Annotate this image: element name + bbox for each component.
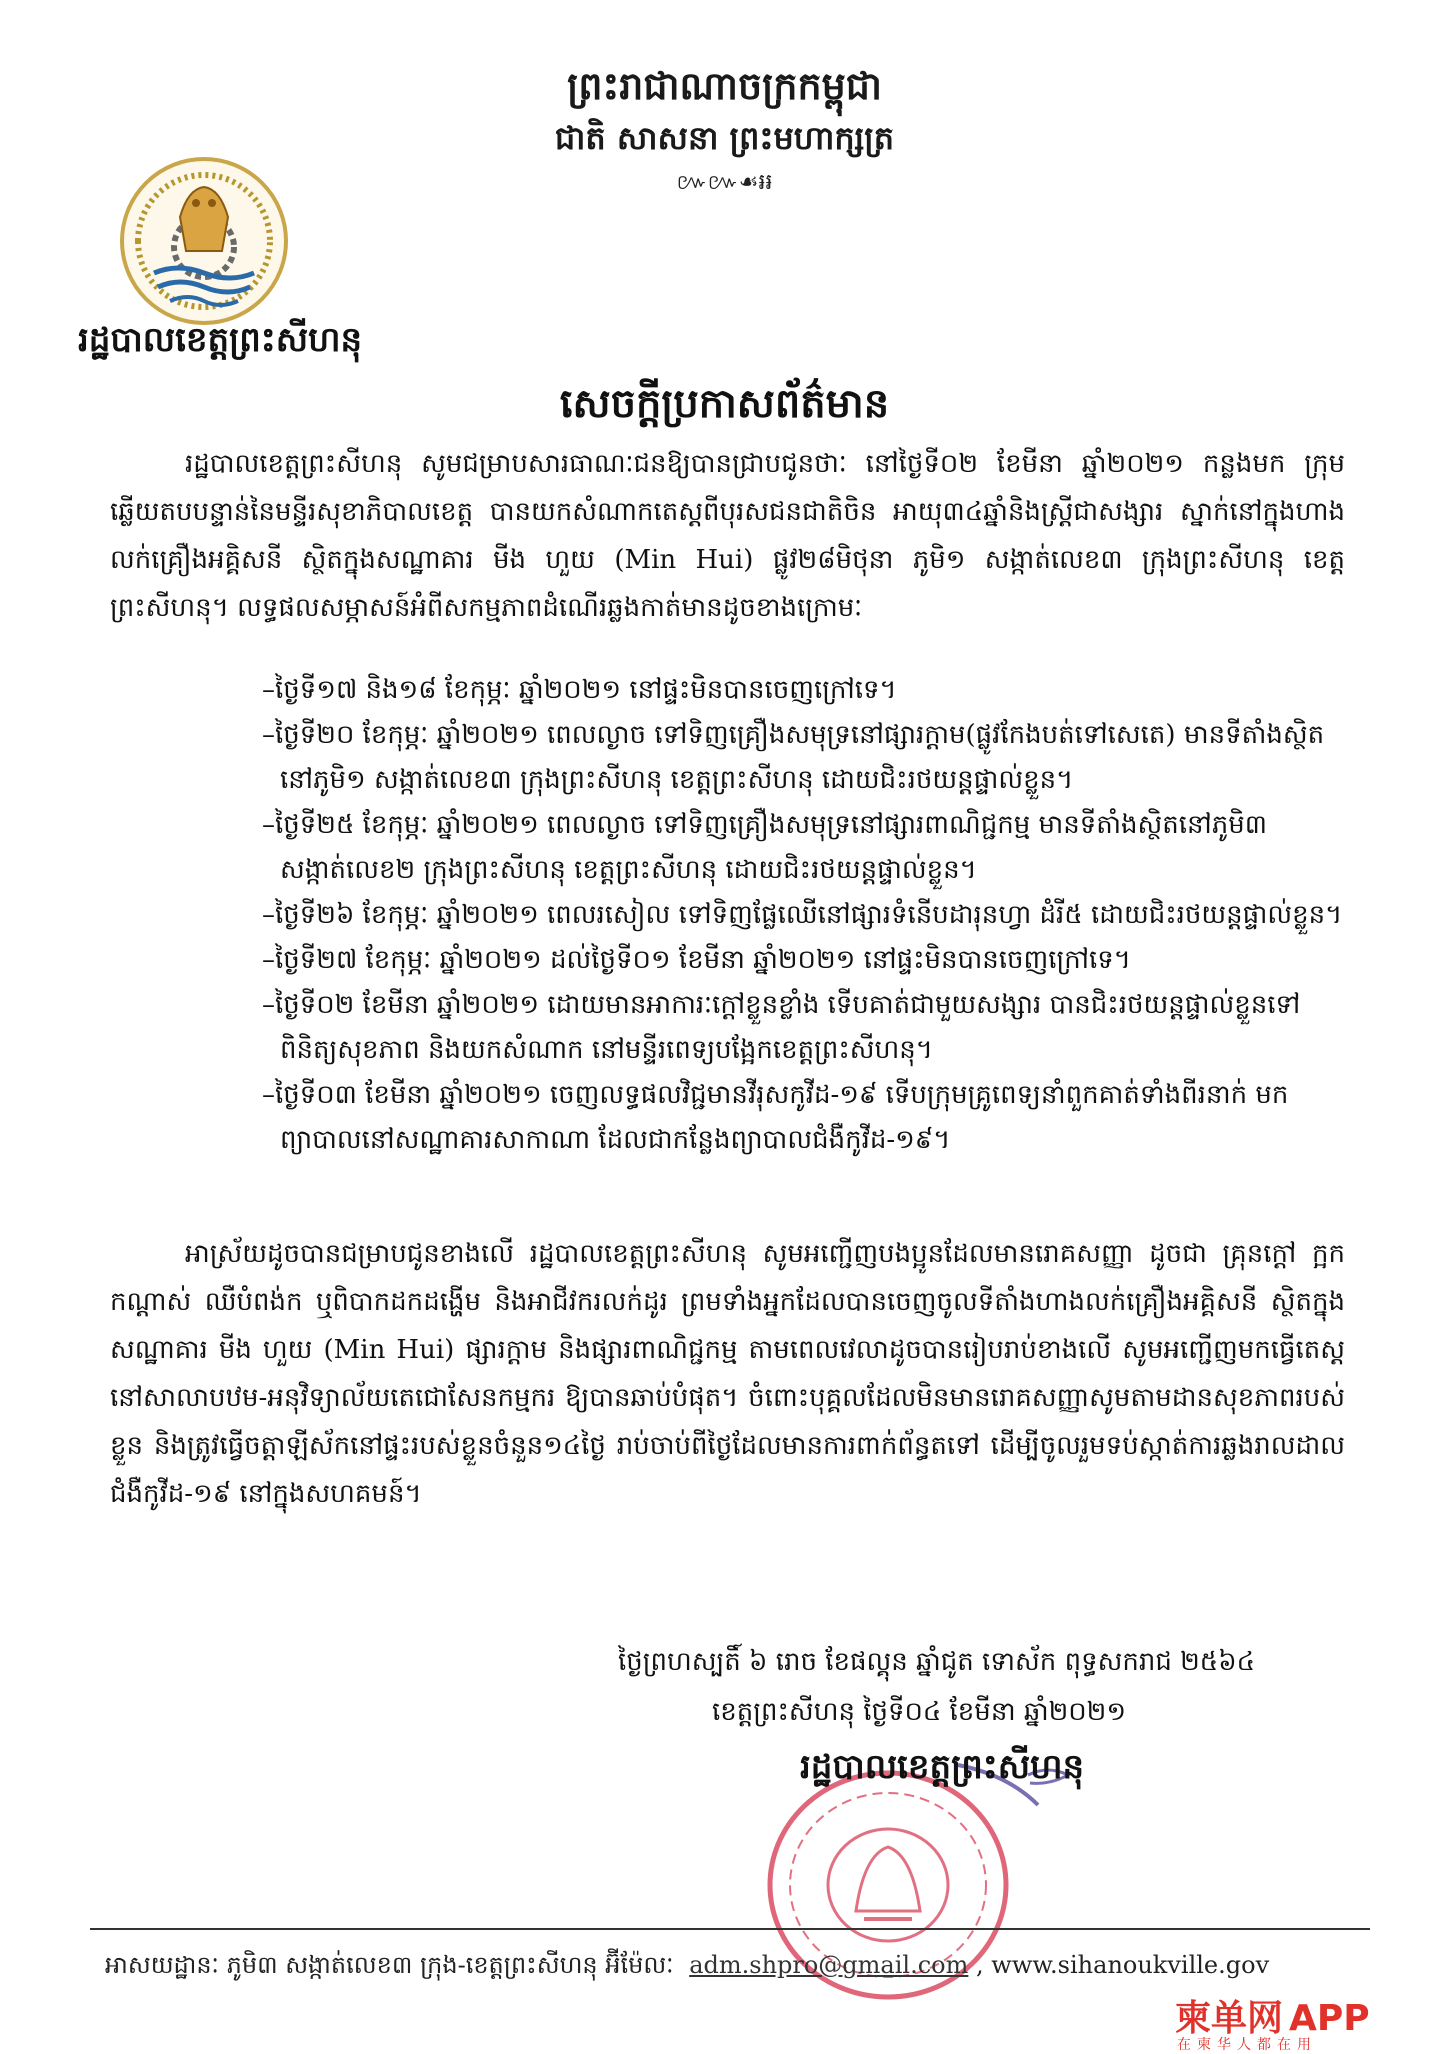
- footer-contact: [105, 1950, 1269, 1985]
- issuing-office: រដ្ឋបាលខេត្តព្រះសីហនុ: [78, 320, 363, 360]
- document-title: សេចក្តីប្រកាសព័ត៌មាន: [559, 380, 890, 427]
- list-item: –ថ្ងៃទី១៧ និង១៨ ខែកុម្ភៈ ឆ្នាំ២០២១ នៅផ្ទះមិនបានចេញក្រៅទេ។: [262, 675, 897, 705]
- header-ornament: ៚៚☙៛៛: [676, 170, 773, 195]
- list-item: –ថ្ងៃទី២០ ខែកុម្ភៈ ឆ្នាំ២០២១ ពេលល្ងាច ទៅទិញគ្រឿងសមុទ្រនៅផ្សារក្តាម(ផ្លូវកែងបត់ទៅសេតេ) មានទីតាំងស្ថិតនៅភូមិ១ សង្កាត់លេខ៣ ក្រុងព្រះសីហនុ ខេត្តព្រះសីហនុ ដោយជិះរថយន្តផ្ទាល់ខ្លួន។: [262, 720, 1325, 795]
- signatory: រដ្ឋបាលខេត្តព្រះសីហនុ: [800, 1747, 1085, 1787]
- province-emblem-logo: [118, 155, 290, 327]
- watermark-brand: 柬单网 APP: [1175, 1998, 1370, 2039]
- solar-date: ខេត្តព្រះសីហនុ ថ្ងៃទី០៤ ខែមីនា ឆ្នាំ២០២១: [712, 1697, 1127, 1727]
- advisory-paragraph: អាស្រ័យដូចបានជម្រាបជូនខាងលើ រដ្ឋបាលខេត្តព្រះសីហនុ សូមអញ្ជើញបងប្អូនដែលមានរោគសញ្ញា ដូចជា គ្រុនក្តៅ ក្អក កណ្តាស់ ឈឺបំពង់ក ឬពិបាកដកដង្ហើម និងអាជីវករលក់ដូរ ព្រមទាំងអ្នកដែលបានចេញចូលទីតាំងហាងលក់គ្រឿងអគ្គិសនី ស្ថិតក្នុងសណ្ឋាគារ មីង ហួយ (Min Hui) ផ្សារក្តាម និងផ្សារពាណិជ្ជកម្ម តាមពេលវេលាដូចបានរៀបរាប់ខាងលើ សូមអញ្ជើញមកធ្វើតេស្តនៅសាលាបឋម-អនុវិទ្យាល័យតេជោសែនកម្មករ ឱ្យបានឆាប់បំផុត។ ចំពោះបុគ្គលដែលមិនមានរោគសញ្ញាសូមតាមដានសុខភាពរបស់ខ្លួន និងត្រូវធ្វើចត្តាឡីស័កនៅផ្ទះរបស់ខ្លួនចំនួន១៤ថ្ងៃ រាប់ចាប់ពីថ្ងៃដែលមានការពាក់ព័ន្ធតទៅ ដើម្បីចូលរួមទប់ស្កាត់ការឆ្លងរាលដាលជំងឺកូវីដ-១៩ នៅក្នុងសហគមន៍។: [110, 1239, 1345, 1509]
- watermark: [1175, 1990, 1449, 2053]
- national-motto: ជាតិ សាសនា ព្រះមហាក្សត្រ: [554, 119, 895, 157]
- footer-divider: [90, 1928, 1370, 1930]
- watermark-tagline: 在柬华人都在用: [1177, 2037, 1317, 2053]
- lunar-date: ថ្ងៃព្រហស្បតិ៍ ៦ រោច ខែផល្គុន ឆ្នាំជូត ទោស័ក ពុទ្ធសករាជ ២៥៦៤: [618, 1647, 1256, 1677]
- list-item: –ថ្ងៃទី២៦ ខែកុម្ភៈ ឆ្នាំ២០២១ ពេលរសៀល ទៅទិញផ្លែឈើនៅផ្សារទំនើបដារុនហ្វា ដំរី៥ ដោយជិះរថយន្តផ្ទាល់ខ្លួន។: [262, 900, 1343, 930]
- list-item: –ថ្ងៃទី០២ ខែមីនា ឆ្នាំ២០២១ ដោយមានអាការៈក្តៅខ្លួនខ្លាំង ទើបគាត់ជាមួយសង្សារ បានជិះរថយន្តផ្ទាល់ខ្លួនទៅពិនិត្យសុខភាព និងយកសំណាក នៅមន្ទីរពេទ្យបង្អែកខេត្តព្រះសីហនុ។: [262, 990, 1301, 1065]
- kingdom-title: ព្រះរាជាណាចក្រកម្ពុជា: [567, 63, 882, 108]
- timeline-list: [262, 668, 1345, 1163]
- list-item: –ថ្ងៃទី២៧ ខែកុម្ភៈ ឆ្នាំ២០២១ ដល់ថ្ងៃទី០១ ខែមីនា ឆ្នាំ២០២១ នៅផ្ទះមិនបានចេញក្រៅទេ។: [262, 945, 1131, 975]
- list-item: –ថ្ងៃទី២៥ ខែកុម្ភៈ ឆ្នាំ២០២១ ពេលល្ងាច ទៅទិញគ្រឿងសមុទ្រនៅផ្សារពាណិជ្ជកម្ម មានទីតាំងស្ថិតនៅភូមិ៣ សង្កាត់លេខ២ ក្រុងព្រះសីហនុ ខេត្តព្រះសីហនុ ដោយជិះរថយន្តផ្ទាល់ខ្លួន។: [262, 810, 1268, 885]
- footer-address: អាសយដ្ឋានៈ ភូមិ៣ សង្កាត់លេខ៣ ក្រុង-ខេត្តព្រះសីហនុ អ៊ីម៉ែលៈ: [105, 1951, 674, 1979]
- intro-paragraph: រដ្ឋបាលខេត្តព្រះសីហនុ សូមជម្រាបសារធាណៈជនឱ្យបានជ្រាបជូនថាៈ នៅថ្ងៃទី០២ ខែមីនា ឆ្នាំ២០២១ កន្លងមក ក្រុមឆ្លើយតបបន្ទាន់នៃមន្ទីរសុខាភិបាលខេត្ត បានយកសំណាកតេស្តពីបុរសជនជាតិចិន អាយុ៣៤ឆ្នាំនិងស្ត្រីជាសង្សារ ស្នាក់នៅក្នុងហាងលក់គ្រឿងអគ្គិសនី ស្ថិតក្នុងសណ្ឋាគារ មីង ហួយ (Min Hui) ផ្លូវ២៨មិថុនា ភូមិ១ សង្កាត់លេខ៣ ក្រុងព្រះសីហនុ ខេត្តព្រះសីហនុ។ លទ្ធផលសម្ភាសន៍អំពីសកម្មភាពដំណើរឆ្លងកាត់មានដូចខាងក្រោមៈ: [110, 449, 1345, 623]
- list-item: –ថ្ងៃទី០៣ ខែមីនា ឆ្នាំ២០២១ ចេញលទ្ធផលវិជ្ជមានវីរុសកូវីដ-១៩ ទើបក្រុមគ្រូពេទ្យនាំពួកគាត់ទាំងពីរនាក់ មកព្យាបាលនៅសណ្ឋាគារសាកាណា ដែលជាកន្លែងព្យាបាលជំងឺកូវីដ-១៩។: [262, 1080, 1289, 1155]
- footer-website-link[interactable]: , www.sihanoukville.gov: [976, 1951, 1270, 1979]
- footer-email-link[interactable]: adm.shpro@gmail.com: [689, 1951, 969, 1979]
